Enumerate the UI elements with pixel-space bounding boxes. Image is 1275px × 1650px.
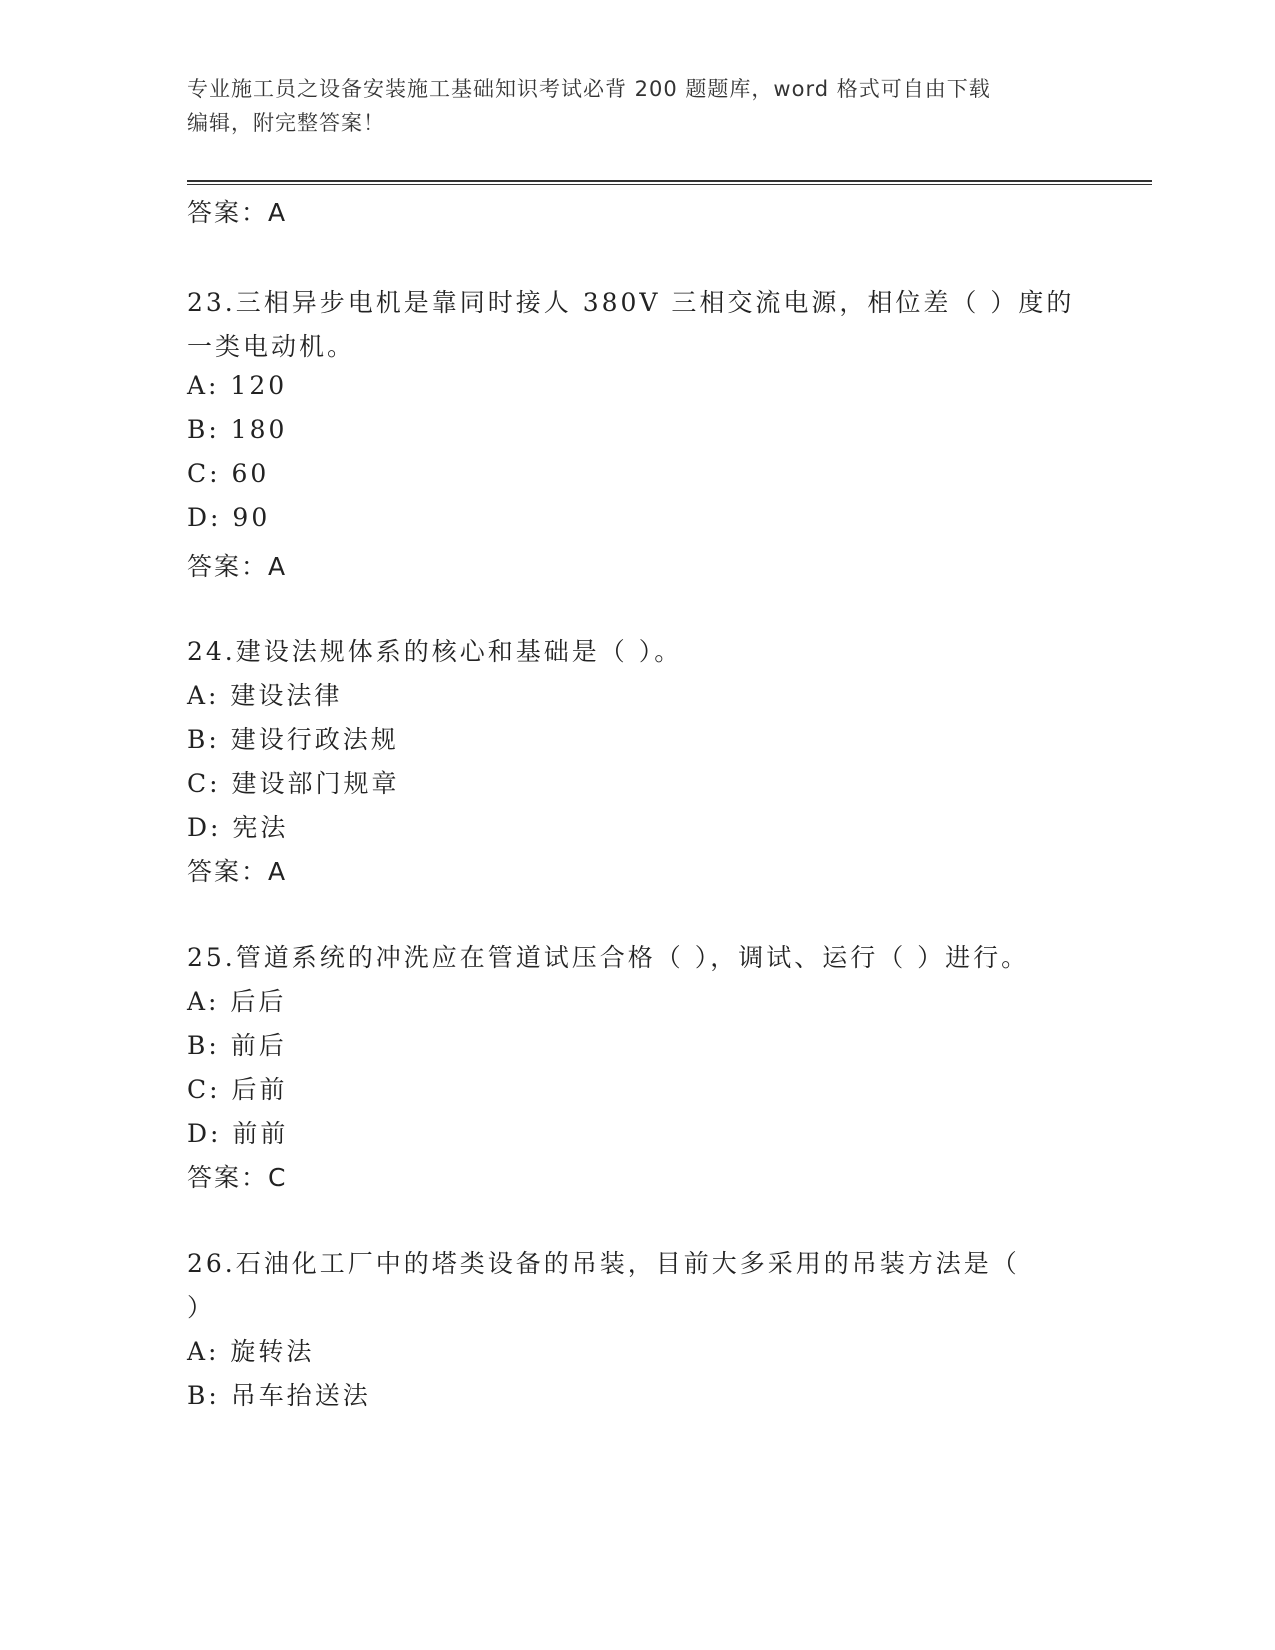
answer-line: 答案：C <box>187 1163 288 1192</box>
option-a: A: 后后 <box>187 987 287 1016</box>
option-a: A: 旋转法 <box>187 1337 315 1366</box>
option-a: A: 120 <box>187 371 288 400</box>
option-d: D: 90 <box>187 503 271 532</box>
option-b: B: 建设行政法规 <box>187 725 399 754</box>
question-stem: 23.三相异步电机是靠同时接人 380V 三相交流电源，相位差（ ）度的 <box>187 288 1075 317</box>
answer-line: 答案：A <box>187 552 288 581</box>
question-stem: 24.建设法规体系的核心和基础是（ ）。 <box>187 637 683 666</box>
header-rule-thin <box>187 184 1152 185</box>
option-b: B: 前后 <box>187 1031 287 1060</box>
answer-line: 答案：A <box>187 857 288 886</box>
option-b: B: 吊车抬送法 <box>187 1381 371 1410</box>
option-c: C: 建设部门规章 <box>187 769 400 798</box>
header-line-2: 编辑，附完整答案！ <box>187 111 385 135</box>
option-c: C: 60 <box>187 459 270 488</box>
header-line-1: 专业施工员之设备安装施工基础知识考试必背 200 题题库，word 格式可自由下载 <box>187 77 991 101</box>
header-rule <box>187 180 1152 182</box>
document-header <box>187 72 1087 140</box>
answer-line: 答案：A <box>187 198 288 227</box>
question-stem: 25.管道系统的冲洗应在管道试压合格（ ），调试、运行（ ）进行。 <box>187 943 1030 972</box>
question-stem: ） <box>187 1293 216 1322</box>
option-d: D: 宪法 <box>187 813 289 842</box>
question-stem: 一类电动机。 <box>187 332 356 361</box>
option-d: D: 前前 <box>187 1119 289 1148</box>
question-stem: 26.石油化工厂中的塔类设备的吊装，目前大多采用的吊装方法是（ <box>187 1249 1020 1278</box>
option-a: A: 建设法律 <box>187 681 343 710</box>
option-c: C: 后前 <box>187 1075 288 1104</box>
option-b: B: 180 <box>187 415 288 444</box>
